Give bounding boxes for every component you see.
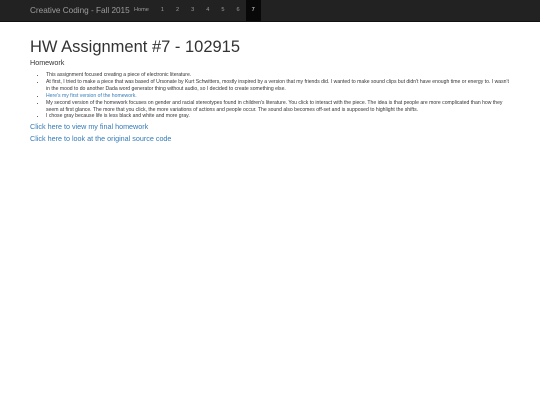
nav-item-1[interactable]: 1 (160, 7, 165, 13)
list-item: • My second version of the homework focuses on gender and racial stereotypes found in children's literature. You click to interact with the piece. The idea is that people are more complicated than how they seem at first glance. The more that you click, the more variations of actions and people occur. The sound also becomes off-set and is supposed to highlight the shifts. (46, 100, 510, 114)
nav-item-6[interactable]: 6 (236, 7, 240, 13)
navbar-menu (128, 0, 261, 21)
list-item: • At first, I tried to make a piece that was based of Ursonate by Kurt Schwitters, mostly inspired by a version that my friends did. I wanted to make sound clips but didn't have enough time or energy to. I wasn't in the mood to do another Dada word generator thing without audio, so I decided to create something else. (46, 79, 510, 93)
nav-item-7-active[interactable]: 7 (246, 0, 261, 21)
nav-item-home[interactable]: Home (134, 7, 149, 13)
page-title: HW Assignment #7 - 102915 (30, 38, 241, 56)
list-item (46, 93, 510, 100)
nav-item-4[interactable]: 4 (206, 7, 210, 13)
first-version-link[interactable]: Here's my first version of the homework. (46, 92, 137, 99)
nav-item-5[interactable]: 5 (221, 7, 225, 13)
navbar-brand[interactable]: Creative Coding - Fall 2015 (30, 6, 130, 15)
source-code-link[interactable]: Click here to look at the original source code (30, 134, 172, 144)
list-item: • I chose gray because life is less black and white and more gray. (46, 113, 510, 120)
final-homework-link[interactable]: Click here to view my final homework (30, 122, 149, 132)
main-content (30, 21, 510, 144)
list-item: • This assignment focused creating a piece of electronic literature. (46, 72, 510, 79)
section-heading: Homework (30, 58, 65, 67)
notes-list (30, 72, 510, 120)
nav-item-3[interactable]: 3 (191, 7, 195, 13)
top-navbar (0, 0, 540, 22)
nav-item-2[interactable]: 2 (176, 7, 180, 13)
